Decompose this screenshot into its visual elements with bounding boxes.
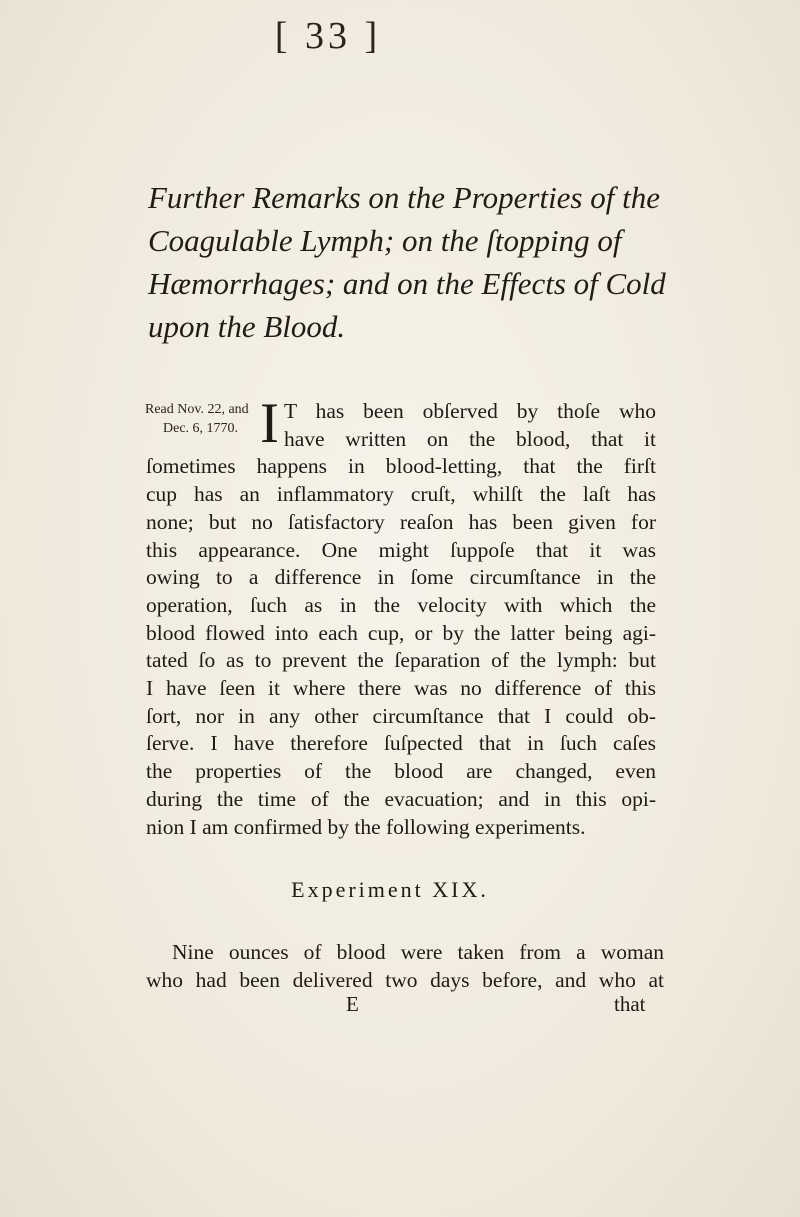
text-line: ſerve. I have therefore ſuſpected that in ſuch caſes [146,731,656,756]
chapter-title [148,176,708,348]
text-line: the properties of the blood are changed, even [146,759,656,784]
text-line: blood flowed into each cup, or by the latter being agi- [146,620,656,645]
signature-mark: E [346,992,359,1016]
catchword: that [614,992,646,1016]
text-line: T has been obſerved by thoſe who [284,399,656,423]
text-line: have written on the blood, that it [284,426,656,451]
text-line: ſort, nor in any other circumſtance that I could ob- [146,703,656,728]
text-line: tated ſo as to prevent the ſeparation of the lymph: but [146,648,656,673]
experiment-heading: Experiment XIX. [291,877,489,902]
title-line: Further Remarks on the Properties of the [148,180,660,215]
text-line: ſometimes happens in blood-letting, that the firſt [146,454,656,479]
text-line: this appearance. One might ſuppoſe that it was [146,537,656,562]
paragraph-2 [146,939,664,994]
text-line: none; but no ſatisfactory reaſon has been given for [146,509,656,534]
text-line: during the time of the evacuation; and in this opi- [146,786,656,811]
text-line: cup has an inflammatory cruſt, whilſt the laſt has [146,482,656,507]
text-line: Nine ounces of blood were taken from a woman [172,940,664,964]
title-line: Coagulable Lymph; on the ſtopping of [148,223,622,258]
page-number: [ 33 ] [274,15,382,57]
text-line: who had been delivered two days before, and who at [146,967,664,992]
text-line: nion I am confirmed by the following experiments. [146,814,586,839]
paragraph-1 [146,392,656,841]
margin-note-line: Read Nov. 22, and [145,402,249,417]
text-line: operation, ſuch as in the velocity with which the [146,592,656,617]
title-line: upon the Blood. [148,309,346,344]
title-line: Hæmorrhages; and on the Effects of Cold [148,266,666,301]
drop-cap: I [260,392,279,455]
text-line: owing to a difference in ſome circumſtance in the [146,565,656,590]
text-line: I have ſeen it where there was no difference of this [146,676,656,701]
margin-note-line: Dec. 6, 1770. [163,421,239,436]
